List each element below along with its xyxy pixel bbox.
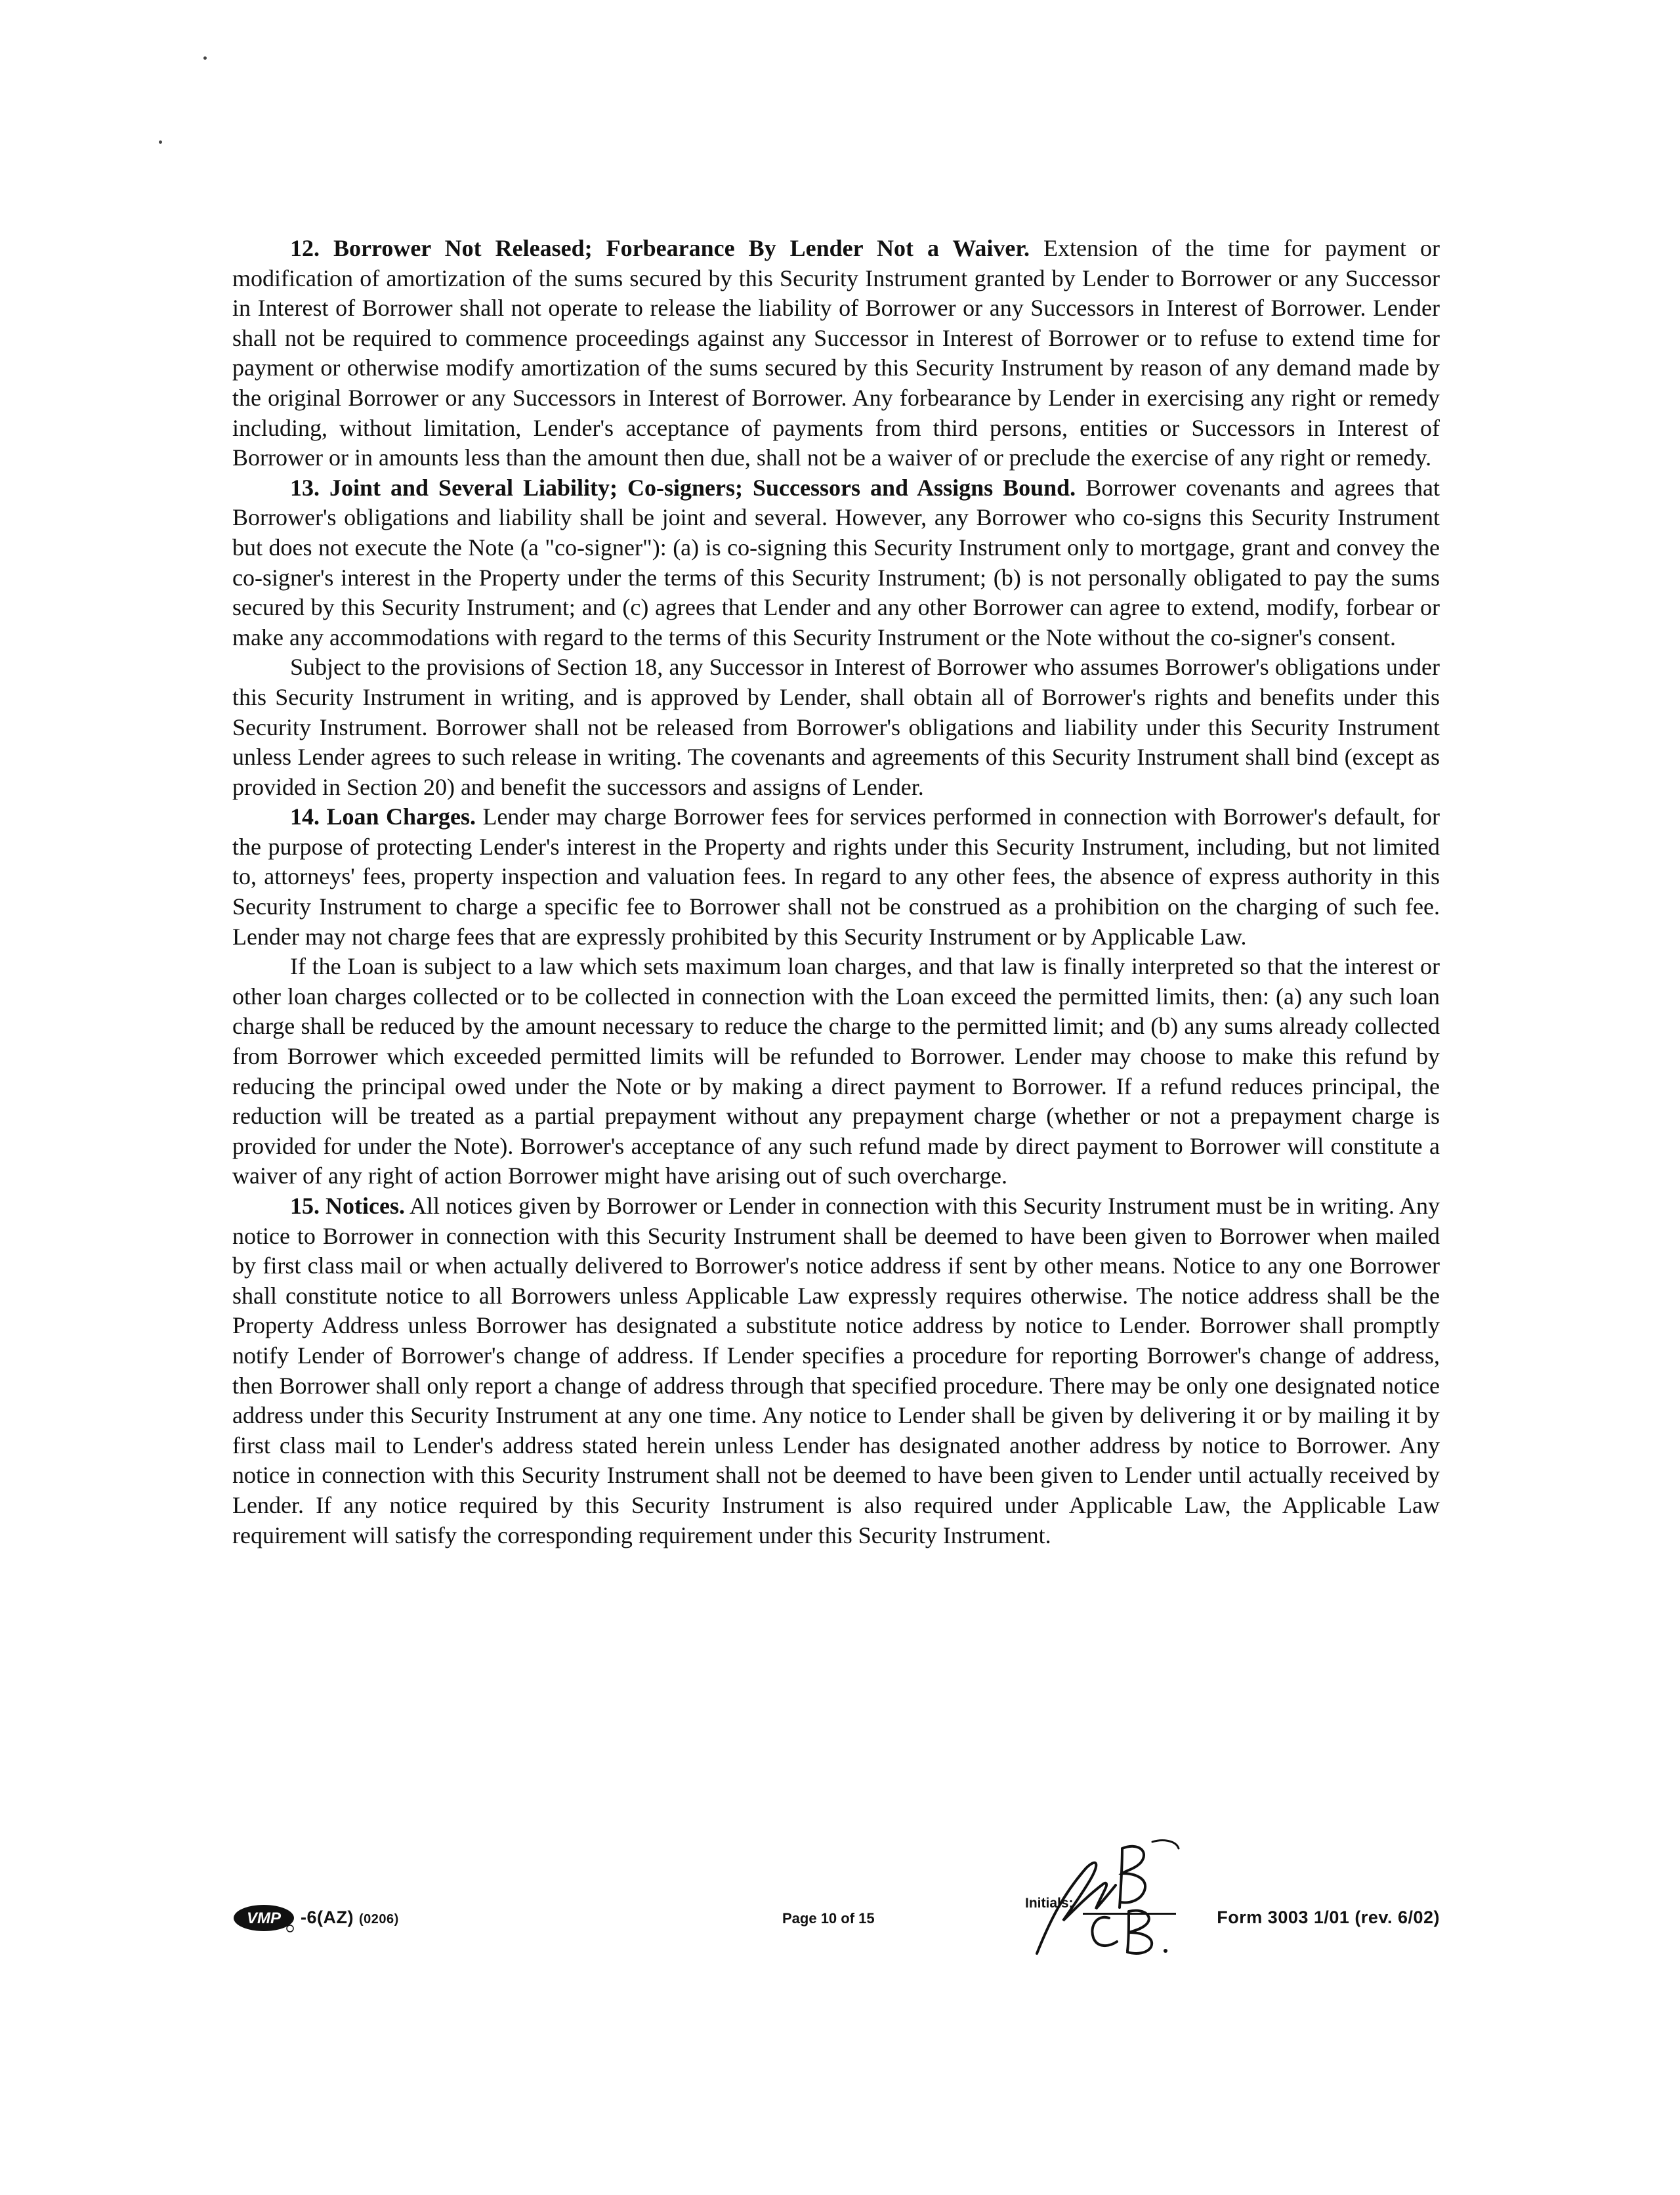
page-footer (232, 1885, 1440, 1938)
section-12 (232, 234, 1440, 473)
form-code (301, 1907, 399, 1928)
form-code-main: -6(AZ) (301, 1907, 354, 1927)
section-text: Subject to the provisions of Section 18, any Successor in Interest of Borrower who assumes Borrower's obligations under this Security Instrument in writing, and is approved by Lender, shall obtain all of Borrower's rights and benefits under this Security Instrument. Borrower shall not be released from Borrower's obligations and liability under this Security Instrument unless Lender agrees to such release in writing. The covenants and agreements of this Security Instrument shall bind (except as provided in Section 20) and benefit the successors and assigns of Lender. (232, 654, 1440, 800)
form-code-suffix: (0206) (358, 1912, 399, 1927)
logo-text: VMP (246, 1909, 282, 1927)
section-14 (232, 802, 1440, 952)
section-heading: 12. Borrower Not Released; Forbearance By Lender Not a Waiver. (290, 235, 1030, 261)
vmp-logo (232, 1904, 298, 1932)
initials-label: Initials: (1025, 1896, 1074, 1911)
section-13 (232, 473, 1440, 653)
section-heading: 13. Joint and Several Liability; Co-signers; Successors and Assigns Bound. (290, 474, 1076, 501)
section-text: Extension of the time for payment or modification of amortization of the sums secured by this Security Instrument granted by Lender to Borrower or any Successor in Interest of Borrower shall not operate to release the liability of Borrower or any Successors in Interest of Borrower. Lender shall not be required to commence proceedings against any Successor in Interest of Borrower or to refuse to extend time for payment or otherwise modify amortization of the sums secured by this Security Instrument by reason of any demand made by the original Borrower or any Successors in Interest of Borrower. Any forbearance by Lender in exercising any right or remedy including, without limitation, Lender's acceptance of payments from third persons, entities or Successors in Interest of Borrower or in amounts less than the amount then due, shall not be a waiver of or preclude the exercise of any right or remedy. (232, 235, 1440, 471)
page-number: Page 10 of 15 (782, 1910, 875, 1927)
section-text: If the Loan is subject to a law which sets maximum loan charges, and that law is finally interpreted so that the interest or other loan charges collected or to be collected in connection with the Loan exceed the permitted limits, then: (a) any such loan charge shall be reduced by the amount necessary to reduce the charge to the permitted limit; and (b) any sums already collected from Borrower which exceeded permitted limits will be refunded to Borrower. Lender may choose to make this refund by reducing the principal owed under the Note or by making a direct payment to Borrower. If a refund reduces principal, the reduction will be treated as a partial prepayment without any prepayment charge (whether or not a prepayment charge is provided for under the Note). Borrower's acceptance of any such refund made by direct payment to Borrower will constitute a waiver of any right of action Borrower might have arising out of such overcharge. (232, 953, 1440, 1189)
section-text: All notices given by Borrower or Lender in connection with this Security Instrument must be in writing. Any notice to Borrower in connection with this Security Instrument shall be deemed to have been given to Borrower when mailed by first class mail or when actually delivered to Borrower's notice address if sent by other means. Notice to any one Borrower shall constitute notice to all Borrowers unless Applicable Law expressly requires otherwise. The notice address shall be the Property Address unless Borrower has designated a substitute notice address by notice to Lender. Borrower shall promptly notify Lender of Borrower's change of address. If Lender specifies a procedure for reporting Borrower's change of address, then Borrower shall only report a change of address through that specified procedure. There may be only one designated notice address under this Security Instrument at any one time. Any notice to Lender shall be given by delivering it or by mailing it by first class mail to Lender's address stated herein unless Lender has designated another address by notice to Borrower. Any notice in connection with this Security Instrument shall not be deemed to have been given to Lender until actually received by Lender. If any notice required by this Security Instrument is also required under Applicable Law, the Applicable Law requirement will satisfy the corresponding requirement under this Security Instrument. (232, 1193, 1440, 1548)
section-text: Borrower covenants and agrees that Borrower's obligations and liability shall be joint and several. However, any Borrower who co-signs this Security Instrument but does not execute the Note (a "co-signer"): (a) is co-signing this Security Instrument only to mortgage, grant and convey the co-signer's interest in the Property under the terms of this Security Instrument; (b) is not personally obligated to pay the sums secured by this Security Instrument; and (c) agrees that Lender and any other Borrower can agree to extend, modify, forbear or make any accommodations with regard to the terms of this Security Instrument or the Note without the co-signer's consent. (232, 474, 1440, 650)
section-14-paragraph-2 (232, 952, 1440, 1191)
section-15 (232, 1191, 1440, 1550)
form-id: Form 3003 1/01 (rev. 6/02) (1217, 1907, 1440, 1927)
section-text: Lender may charge Borrower fees for services performed in connection with Borrower's default, for the purpose of protecting Lender's interest in the Property and rights under this Security Instrument, including, but not limited to, attorneys' fees, property inspection and valuation fees. In regard to any other fees, the absence of express authority in this Security Instrument to charge a specific fee to Borrower shall not be construed as a prohibition on the charging of such fee. Lender may not charge fees that are expressly prohibited by this Security Instrument or by Applicable Law. (232, 803, 1440, 950)
section-heading: 14. Loan Charges. (290, 803, 476, 830)
scan-speck (159, 140, 162, 144)
document-body (232, 234, 1440, 1550)
initials-line (1083, 1913, 1176, 1915)
section-heading: 15. Notices. (290, 1193, 405, 1219)
scan-speck (203, 56, 207, 60)
section-13-paragraph-2 (232, 652, 1440, 802)
